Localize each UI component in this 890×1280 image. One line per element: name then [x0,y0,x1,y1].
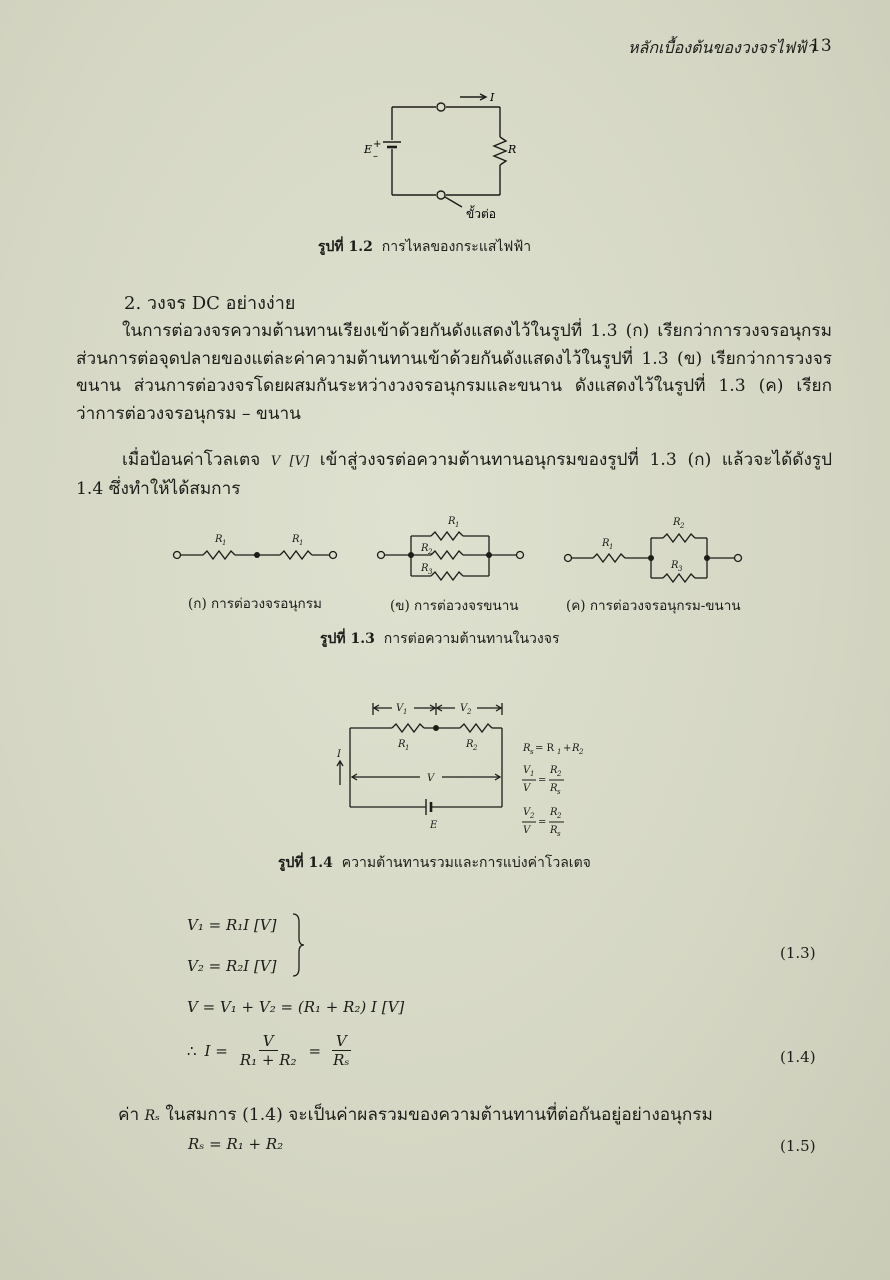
svg-text:2: 2 [530,812,535,820]
fig13-sub-b: (ข) การต่อวงจรขนาน [390,598,519,614]
equation-v2: V₂ = R₂I [V] [187,957,277,975]
fig13b-r1-sub: 1 [455,521,460,529]
figure-1-3-circuits [165,510,755,590]
fig13c-r3-sub: 3 [678,565,683,573]
section-heading [124,288,295,317]
fig13b-r2-label: R [421,543,429,554]
equation-number-1-3: (1.3) [780,944,816,962]
section-number: 2. [124,293,142,314]
equation-rs: Rₛ = R₁ + R₂ [188,1135,284,1153]
paragraph-2-part-b: เข้าสู่วงจรต่อความต้านทานอนุกรมของรูปที่ 1.3 (ก) แล้วจะได้ดังรูป 1.4 ซึ่งทำให้ได้สมการ [76,450,832,499]
equation-v1: V₁ = R₁I [V] [187,916,277,934]
equation-v-total: V = V₁ + V₂ = (R₁ + R₂) I [V] [187,998,405,1016]
fig13a-r2-label: R [292,534,300,545]
svg-text:s: s [557,830,561,838]
fig14-r2-label: R [466,739,474,750]
fig13-sub-c: (ค) การต่อวงจรอนุกรม-ขนาน [566,598,741,614]
running-title: หลักเบื้องต้นของวงจรไฟฟ้า [628,38,816,57]
rs-explanation-symbol: Rₛ [144,1108,160,1124]
fig14-v2-label: V [460,703,468,714]
fig14-ratio2-rnum: R [550,807,558,818]
fig14-ratio2-den: V [523,825,531,836]
fraction-2-numerator: V [332,1032,351,1051]
fig14-caption-label: รูปที่ 1.4 [278,855,333,871]
figure-1-4-circuit [330,695,600,845]
fig12-minus-sign: – [373,151,378,162]
fig14-i-label: I [337,749,341,760]
fig14-v2-sub: 2 [467,708,472,716]
svg-text:s: s [557,788,561,796]
rs-explanation-b: ในสมการ (1.4) จะเป็นค่าผลรวมของความต้านทานที่ต่อกันอยู่อย่างอนุกรม [165,1105,713,1125]
fig13a-r1-label: R [215,534,223,545]
fig14-r1-sub: 1 [405,744,410,752]
paragraph-2-part-a: เมื่อป้อนค่าโวลเตจ [122,450,261,470]
fig13c-r2-label: R [673,517,681,528]
fig14-rs-sub2: 2 [579,748,584,756]
fig13b-r2-sub: 2 [428,548,433,556]
fraction-1-numerator: V [259,1032,278,1051]
fig14-v1-label: V [396,703,404,714]
fig14-ratio2-num: V [523,807,531,818]
fig14-r2-sub: 2 [473,744,478,752]
fig14-ratio1-num: V [523,765,531,776]
paragraph-1: ในการต่อวงจรความต้านทานเรียงเข้าด้วยกันดังแสดงไว้ในรูปที่ 1.3 (ก) เรียกว่าการวงจรอนุกรม ส่วนการต่อจุดปลายของแต่ละค่าความต้านทานเข้าด้วยกันดังแสดงไว้ในรูปที่ 1.3 (ข) เรียกว่าการวงจรขนาน ส่วนการต่อวงจรโดยผสมกันระหว่างวงจรอนุกรมและขนาน ดังแสดงไว้ในรูปที่ 1.3 (ค) เรียกว่าการต่อวงจรอนุกรม – ขนาน [76,321,832,424]
fig12-terminal-label: ขั้วต่อ [466,207,496,221]
fig12-e-label: E [364,143,373,156]
fraction-1-denominator: R₁ + R₂ [239,1051,297,1069]
equation-current [187,1032,353,1069]
svg-text:=: = [538,817,547,828]
fraction-v-over-rs [329,1032,353,1069]
fig14-ratio2-rden: R [550,825,558,836]
fig12-caption [318,236,531,258]
fig13c-r1-label: R [602,538,610,549]
paragraph-2-voltage: V [V] [270,454,310,469]
fig13c-r1-sub: 1 [609,543,614,551]
fig14-e-label: E [430,820,438,831]
rs-explanation [118,1100,713,1128]
fig13c-r3-label: R [671,560,679,571]
fig14-rs-sub1: 1 [557,748,562,756]
fig13b-r1-label: R [448,516,456,527]
equation-current-eq: = [308,1041,322,1060]
fig14-caption [278,852,591,874]
fig14-rs-plus: + [563,743,572,754]
fig13a-r2-sub: 1 [299,539,304,547]
svg-text:s: s [530,748,534,756]
fig12-caption-text: การไหลของกระแสไฟฟ้า [381,239,532,255]
fig14-v-label: V [427,773,435,784]
svg-text:2: 2 [557,770,562,778]
svg-text:1: 1 [530,770,535,778]
fig12-r-label: R [508,143,517,156]
equation-current-lhs: I = [204,1041,228,1060]
fig14-caption-text: ความต้านทานรวมและการแบ่งค่าโวลเตจ [341,855,591,871]
fraction-v-over-r-sum [236,1032,301,1069]
fig14-rs-label: R [523,743,531,754]
fig12-plus-sign: + [373,139,382,150]
fig13-caption-label: รูปที่ 1.3 [320,631,375,647]
page-number: 13 [810,36,832,56]
fig12-current-label: I [490,91,495,104]
svg-text:=: = [538,775,547,786]
fig14-rs-eq: = R [535,743,555,754]
fig14-ratio1-rden: R [550,783,558,794]
svg-text:2: 2 [557,812,562,820]
fig12-caption-label: รูปที่ 1.2 [318,239,373,255]
fig14-ratio1-rnum: R [550,765,558,776]
fig14-r1-label: R [398,739,406,750]
fig13-caption-text: การต่อความต้านทานในวงจร [383,631,560,647]
equation-brace [290,912,306,978]
fig13-sub-a: (ก) การต่อวงจรอนุกรม [188,596,322,612]
equation-number-1-4: (1.4) [780,1048,816,1066]
fig13-caption [320,628,559,650]
rs-explanation-a: ค่า [118,1105,140,1125]
paragraph-2 [76,447,832,503]
fraction-2-denominator: Rₛ [333,1051,350,1069]
equation-number-1-5: (1.5) [780,1137,816,1155]
therefore-symbol: ∴ [187,1041,197,1060]
fig13c-r2-sub: 2 [680,522,685,530]
fig13a-r1-sub: 1 [222,539,227,547]
fig14-ratio1-den: V [523,783,531,794]
figure-1-2-circuit [340,85,540,225]
fig13b-r3-sub: 3 [428,568,433,576]
fig14-rs-r2: R [572,743,580,754]
fig14-v1-sub: 1 [403,708,408,716]
section-title: วงจร DC อย่างง่าย [146,293,296,314]
fig13b-r3-label: R [421,563,429,574]
